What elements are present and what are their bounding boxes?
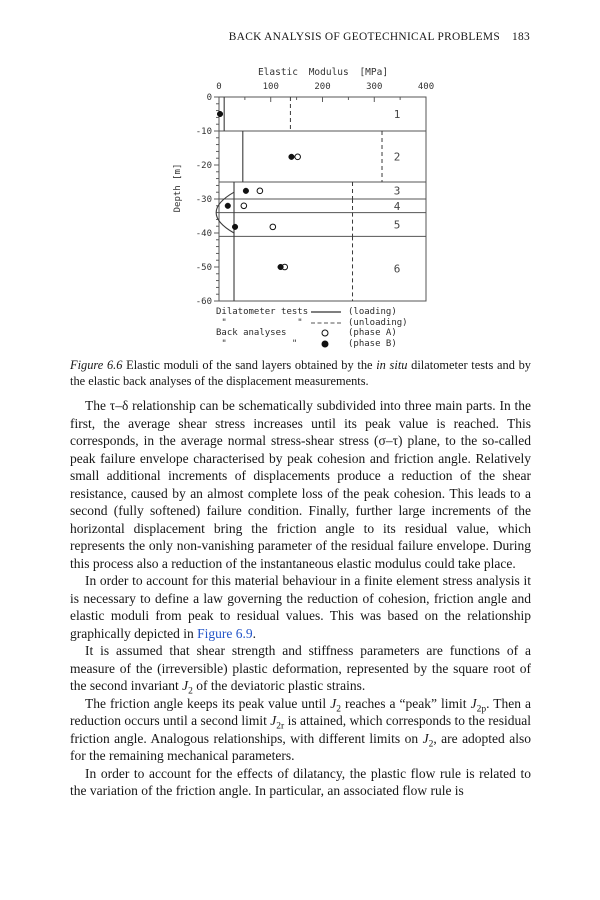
open-circle-icon <box>311 328 342 338</box>
layer-number: 3 <box>393 184 401 198</box>
legend-label: Dilatometer tests <box>216 307 309 318</box>
elastic-modulus-chart <box>165 64 465 314</box>
legend-symbol <box>311 328 348 338</box>
header-title: BACK ANALYSIS OF GEOTECHNICAL PROBLEMS <box>228 31 500 43</box>
x-tick-label: 200 <box>314 82 331 92</box>
phase-B-point <box>232 224 238 230</box>
dashed-line-icon <box>311 318 342 328</box>
legend-label: Back analyses <box>216 328 287 339</box>
chart-title: Elastic Modulus [MPa] <box>257 67 389 78</box>
legend-row <box>216 318 408 329</box>
paragraph: In order to account for this material behaviour in a finite element stress analysis it is necessary to define a law governing the reduction of cohesion, friction angle and elastic moduli from peak to residual values. This was based on the relationship graphically depicted in Figure 6.9. <box>70 573 531 641</box>
legend-row <box>216 328 408 339</box>
legend-label: " " <box>216 338 298 349</box>
figure-6-6 <box>165 64 465 356</box>
phase-B-point <box>243 188 249 194</box>
y-tick-label: -10 <box>195 127 212 137</box>
x-tick-label: 0 <box>216 82 222 92</box>
legend-symbol <box>311 318 348 328</box>
layer-number: 1 <box>393 108 401 121</box>
figure-caption: Figure 6.6 Elastic moduli of the sand layers obtained by the in situ dilatometer tests and by the elastic back analyses of the displacement measurements. <box>70 358 531 388</box>
filled-circle-icon <box>311 339 342 349</box>
phase-A-point <box>295 154 301 160</box>
y-tick-label: -30 <box>195 195 212 205</box>
phase-B-point <box>225 203 231 209</box>
legend-symbol <box>311 307 348 317</box>
layer-number: 5 <box>393 218 401 232</box>
figure-6-9-link[interactable]: Figure 6.9 <box>197 625 253 641</box>
legend-row <box>216 307 408 318</box>
y-tick-label: 0 <box>206 93 212 103</box>
x-tick-label: 400 <box>417 82 435 92</box>
y-axis-label: Depth [m] <box>173 163 183 213</box>
legend-symbol <box>311 339 348 349</box>
legend-desc: (loading) <box>348 307 397 318</box>
legend-label: " " <box>216 317 303 328</box>
article-body <box>70 397 531 800</box>
solid-line-icon <box>311 307 342 317</box>
layer-number: 4 <box>393 199 401 213</box>
legend-desc: (unloading) <box>348 317 408 328</box>
legend-row <box>216 339 408 350</box>
page-number: 183 <box>512 31 530 43</box>
y-tick-label: -20 <box>195 161 212 171</box>
paragraph: The friction angle keeps its peak value until $J_2$ reaches a “peak” limit $J_{2p}$. Then a reduction occurs until a second limit $J_{2r}$ is attained, which corresponds to the residual friction angle. Analogous relationships, with different limits on $J_2$, are adopted also for the remaining mechanical parameters. <box>70 695 532 763</box>
layer-number: 2 <box>393 150 401 164</box>
x-tick-label: 300 <box>366 82 383 92</box>
chart-legend <box>216 307 408 349</box>
phase-B-point <box>278 264 284 270</box>
phase-B-point <box>289 154 295 160</box>
phase-A-point <box>270 224 276 230</box>
paragraph: In order to account for the effects of dilatancy, the plastic flow rule is related to the variation of the friction angle. In particular, an associated flow rule is <box>70 765 531 798</box>
phase-B-point <box>217 111 223 117</box>
y-tick-label: -60 <box>195 297 212 307</box>
layer-number: 6 <box>393 262 401 276</box>
x-tick-label: 100 <box>262 82 279 92</box>
y-tick-label: -40 <box>195 229 212 239</box>
paragraph: The τ–δ relationship can be schematically subdivided into three main parts. In the first, the average shear stress increases until its peak value is reached. This corresponds, in the average normal stress-shear stress (σ–τ) plane, to the so-called peak failure envelope characterised by peak cohesion and friction angle. Relatively small additional increments of displacements produce a reduction of the shear resistance, caused by an almost complete loss of the peak cohesion. This leads to a second (fully softened) failure condition. Finally, further large increments of the horizontal displacement bring the friction angle to its residual value, which represents the only non-vanishing parameter of the residual failure envelope. During this process also a reduction of the instantaneous elastic modulus could take place. <box>70 398 531 571</box>
legend-desc: (phase B) <box>348 338 397 349</box>
phase-A-point <box>257 188 263 194</box>
legend-desc: (phase A) <box>348 328 397 339</box>
y-tick-label: -50 <box>195 263 212 273</box>
paragraph: It is assumed that shear strength and stiffness parameters are functions of a measure of the (irreversible) plastic deformation, represented by the square root of the second invariant $J_2$ of the deviatoric plastic strains. <box>70 643 531 697</box>
running-header <box>70 31 530 43</box>
phase-A-point <box>241 203 247 209</box>
